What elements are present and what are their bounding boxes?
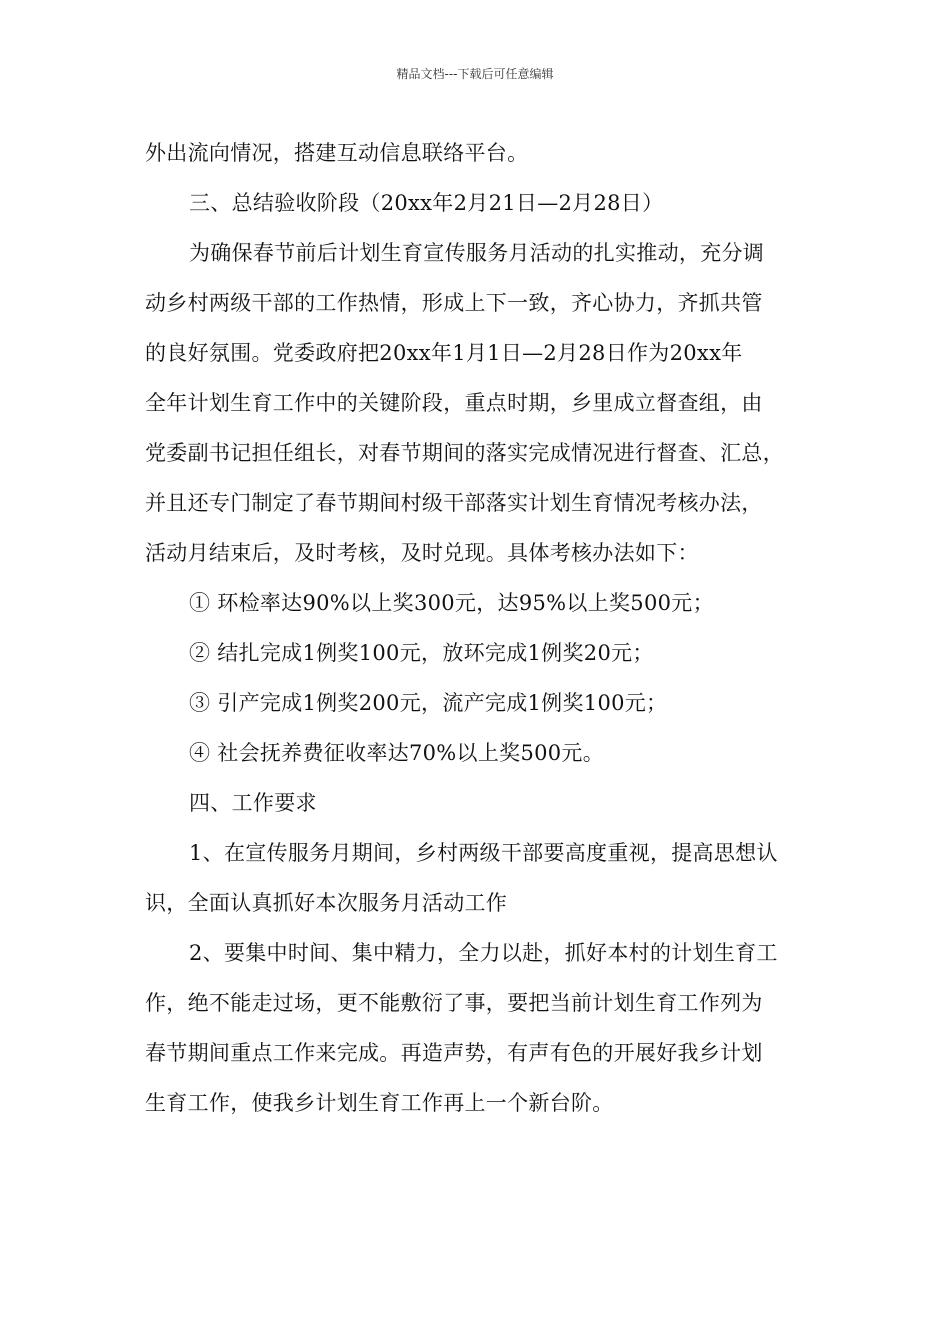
text-line: 活动月结束后，及时考核，及时兑现。具体考核办法如下：: [145, 541, 699, 565]
text-line: ① 环检率达90%以上奖300元，达95%以上奖500元；: [189, 591, 714, 615]
requirement-2: [145, 928, 825, 1128]
list-item: [145, 728, 825, 778]
text-line: ③ 引产完成1例奖200元，流产完成1例奖100元；: [189, 691, 668, 715]
document-body: [145, 128, 825, 1128]
text-line: 全年计划生育工作中的关键阶段，重点时期，乡里成立督查组，由: [145, 391, 763, 415]
list-item: [145, 678, 825, 728]
text-line: 2、要集中时间、集中精力，全力以赴，抓好本村的计划生育工: [189, 941, 778, 965]
page-header: 精品文档---下载后可任意编辑: [396, 67, 554, 81]
text-line: 为确保春节前后计划生育宣传服务月活动的扎实推动，充分调: [189, 241, 765, 265]
requirement-1: [145, 828, 825, 928]
paragraph-assessment: [145, 228, 825, 578]
text-line: 春节期间重点工作来完成。再造声势，有声有色的开展好我乡计划: [145, 1041, 763, 1065]
text-line: ④ 社会抚养费征收率达70%以上奖500元。: [189, 741, 605, 765]
text-line: 作，绝不能走过场，更不能敷衍了事，要把当前计划生育工作列为: [145, 991, 763, 1015]
section-heading-4: [145, 778, 825, 828]
text-line: 并且还专门制定了春节期间村级干部落实计划生育情况考核办法，: [145, 491, 763, 515]
text-line: 1、在宣传服务月期间，乡村两级干部要高度重视，提高思想认: [189, 841, 778, 865]
list-item: [145, 628, 825, 678]
text-line: 外出流向情况，搭建互动信息联络平台。: [145, 141, 529, 165]
list-item: [145, 578, 825, 628]
text-line: 生育工作，使我乡计划生育工作再上一个新台阶。: [145, 1091, 614, 1115]
text-line: 的良好氛围。党委政府把20xx年1月1日—2月28日作为20xx年: [145, 341, 743, 365]
text-line: 识，全面认真抓好本次服务月活动工作: [145, 891, 508, 915]
text-line: 四、工作要求: [189, 791, 317, 815]
text-line: 党委副书记担任组长，对春节期间的落实完成情况进行督查、汇总，: [145, 441, 784, 465]
section-heading-3: [145, 178, 825, 228]
text-line: 三、总结验收阶段（20xx年2月21日—2月28日）: [189, 191, 664, 215]
text-line: 动乡村两级干部的工作热情，形成上下一致，齐心协力，齐抓共管: [145, 291, 763, 315]
paragraph-continuation: [145, 128, 825, 178]
text-line: ② 结扎完成1例奖100元，放环完成1例奖20元；: [189, 641, 654, 665]
